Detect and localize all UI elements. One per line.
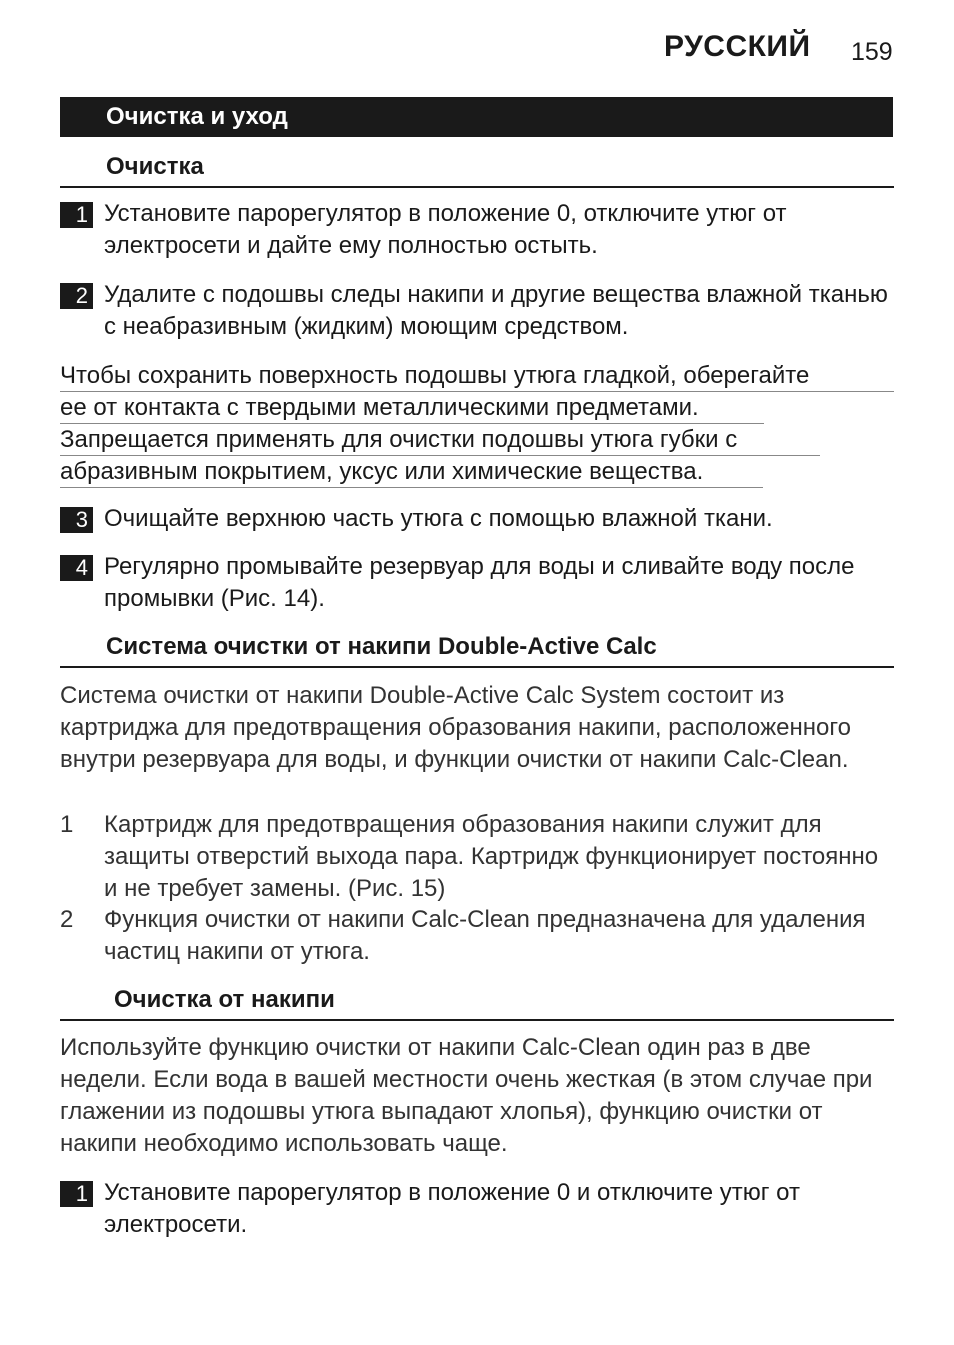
header-language: РУССКИЙ <box>664 30 811 63</box>
step-text: Регулярно промывайте резервуар для воды и сливайте воду после промывки (Рис. 14). <box>104 553 855 612</box>
step-text: Установите парорегулятор в положение 0, отключите утюг от электросети и дайте ему полностью остыть. <box>104 200 787 259</box>
step-number-badge: 1 <box>60 1181 93 1207</box>
step-text: Очищайте верхнюю часть утюга с помощью влажной ткани. <box>104 505 773 532</box>
section-title: Очистка и уход <box>106 103 288 130</box>
descaling-intro: Используйте функцию очистки от накипи Calc-Clean один раз в две недели. Если вода в вашей местности очень жесткая (в этом случае при глажении из подошвы утюга выпадают хлопья), функцию очистки от накипи необходимо использовать чаще. <box>60 1034 873 1157</box>
descaling-heading <box>60 983 894 1021</box>
step-number-badge: 2 <box>60 283 93 309</box>
warning-line: ее от контакта с твердыми металлическими предметами. <box>60 393 764 424</box>
list-item-number: 2 <box>60 906 74 933</box>
list-item-number: 1 <box>60 811 74 838</box>
section-title-bar <box>60 97 893 137</box>
list-item: Функция очистки от накипи Calc-Clean предназначена для удаления частиц накипи от утюга. <box>104 906 866 965</box>
step-number-badge: 4 <box>60 555 93 581</box>
cleaning-heading-label: Очистка <box>106 153 204 180</box>
calc-system-intro: Система очистки от накипи Double-Active Calc System состоит из картриджа для предотвращения образования накипи, расположенного внутри резервуара для воды, и функции очистки от накипи Calc-Clean. <box>60 682 851 773</box>
warning-line: Чтобы сохранить поверхность подошвы утюга гладкой, оберегайте <box>60 361 894 392</box>
descaling-heading-label: Очистка от накипи <box>114 986 335 1013</box>
warning-line: Запрещается применять для очистки подошвы утюга губки с <box>60 425 820 456</box>
step-number-badge: 3 <box>60 507 93 533</box>
page-number: 159 <box>851 38 893 66</box>
step-text: Установите парорегулятор в положение 0 и отключите утюг от электросети. <box>104 1179 800 1238</box>
list-item: Картридж для предотвращения образования накипи служит для защиты отверстий выхода пара. Картридж функционирует постоянно и не требует замены. (Рис. 15) <box>104 811 879 902</box>
step-text: Удалите с подошвы следы накипи и другие вещества влажной тканью с неабразивным (жидким) моющим средством. <box>104 281 888 340</box>
step-number-badge: 1 <box>60 202 93 228</box>
calc-system-heading-label: Система очистки от накипи Double-Active Calc <box>106 633 657 660</box>
calc-system-heading <box>60 630 894 668</box>
warning-line: абразивным покрытием, уксус или химические вещества. <box>60 457 763 488</box>
cleaning-heading <box>60 150 894 188</box>
